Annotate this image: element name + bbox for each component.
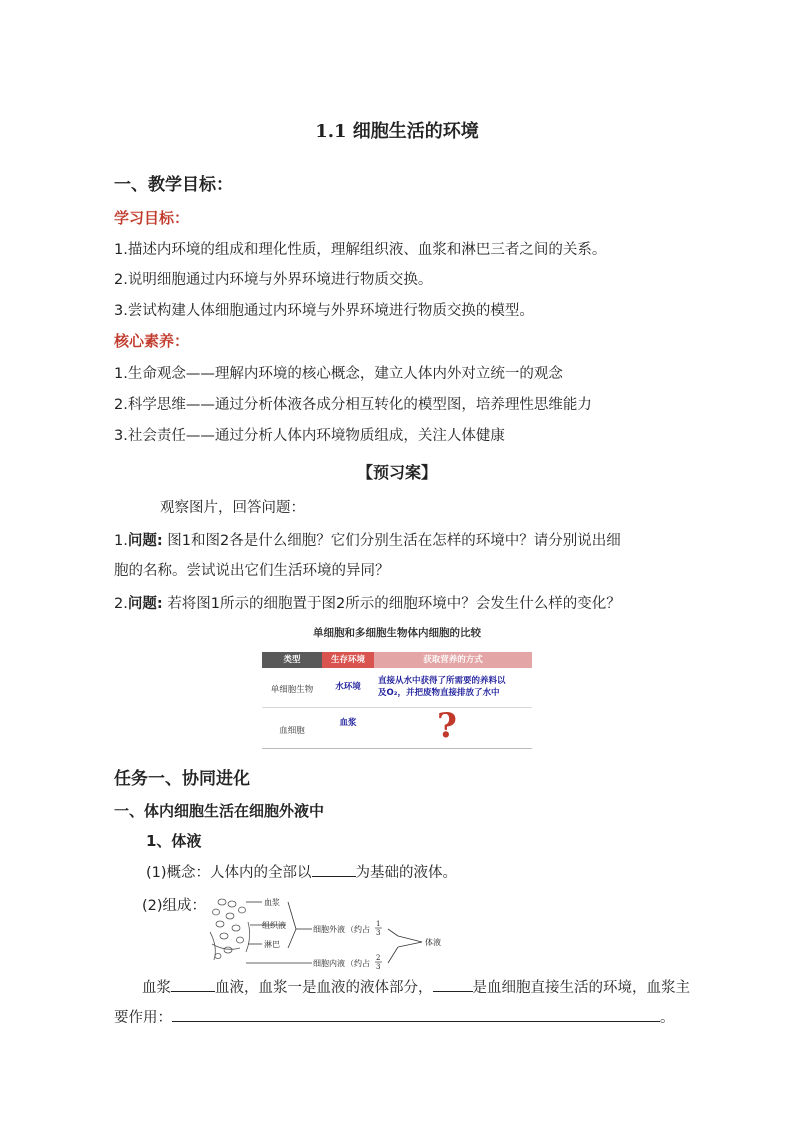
diagram-ecf-denominator: 3 bbox=[376, 929, 381, 937]
q1-num-1: 1 bbox=[181, 533, 191, 549]
learning-goals-label: 学习目标： bbox=[114, 209, 190, 227]
diagram-lymph: 淋巴 bbox=[264, 940, 280, 949]
q2-text-b: 所示的细胞置于图 bbox=[220, 596, 336, 612]
diagram-icf-denominator: 3 bbox=[376, 963, 381, 971]
task-1-heading: 任务一、协同进化 bbox=[114, 769, 250, 789]
question-mark-icon: ? bbox=[437, 706, 457, 746]
learning-goal-2: 2.说明细胞通过内环境与外界环境进行物质交换。 bbox=[114, 272, 433, 288]
para-text-c: 是血细胞直接生活的环境，血浆主 bbox=[472, 980, 690, 996]
q2-text-c: 所示的细胞环境中？会发生什么样的变化？ bbox=[345, 596, 621, 612]
core-item-2: 2.科学思维——通过分析体液各成分相互转化的模型图，培养理性思维能力 bbox=[114, 397, 592, 413]
q1-prefix: 1. bbox=[114, 533, 128, 549]
cell-illustration-icon bbox=[210, 899, 250, 960]
intro-text: 观察图片，回答问题： bbox=[160, 500, 305, 516]
diagram-tissue-fluid: 组织液 bbox=[262, 921, 286, 930]
q2-text-a: 若将图 bbox=[167, 596, 211, 612]
composition-label: (2)组成： bbox=[142, 898, 207, 914]
q1-label: 问题: bbox=[127, 533, 163, 549]
para-blank-2[interactable] bbox=[433, 977, 473, 992]
figure-row-2 bbox=[262, 708, 532, 749]
figure-row-1 bbox=[262, 671, 532, 708]
row1-way-line1: 直接从水中获得了所需要的养料以 bbox=[378, 676, 506, 686]
row1-type: 单细胞生物 bbox=[270, 685, 314, 695]
para-text-a: 血浆 bbox=[142, 980, 171, 996]
question-2 bbox=[114, 592, 621, 613]
diagram-icf-fraction: （约占 bbox=[346, 959, 370, 968]
row1-way-line2: 及O₂，并把废物直接排放了水中 bbox=[378, 688, 500, 698]
para-line2-end: 。 bbox=[660, 1010, 675, 1026]
concept-text-b: 为基础的液体。 bbox=[355, 865, 458, 881]
concept-blank[interactable] bbox=[312, 862, 356, 877]
row2-type: 血细胞 bbox=[279, 726, 305, 736]
question-1 bbox=[114, 529, 621, 550]
figure-title: 单细胞和多细胞生物体内细胞的比较 bbox=[313, 627, 481, 639]
header-type: 类型 bbox=[262, 652, 322, 668]
row1-env: 水环境 bbox=[335, 682, 361, 692]
subsection-1: 一、体内细胞生活在细胞外液中 bbox=[114, 802, 325, 820]
learning-goal-3: 3.尝试构建人体细胞通过内环境与外界环境进行物质交换的模型。 bbox=[114, 303, 534, 319]
q1-text-a: 图 bbox=[167, 533, 182, 549]
header-way: 获取营养的方式 bbox=[374, 652, 532, 668]
q2-num-1: 1 bbox=[210, 596, 220, 612]
diagram-ecf-numerator: 1 bbox=[376, 920, 381, 928]
q2-label: 问题: bbox=[127, 596, 163, 612]
diagram-ecf-fraction: （约占 bbox=[346, 925, 370, 934]
diagram-icf: 细胞内液 bbox=[313, 959, 345, 968]
body-fluid-diagram bbox=[200, 892, 460, 974]
core-literacy-label: 核心素养： bbox=[114, 332, 190, 350]
section-teaching-goals: 一、教学目标： bbox=[114, 175, 233, 195]
learning-goal-1: 1.描述内环境的组成和理化性质，理解组织液、血浆和淋巴三者之间的关系。 bbox=[114, 242, 607, 258]
plasma-paragraph-line2 bbox=[114, 1006, 675, 1027]
diagram-ecf: 细胞外液 bbox=[313, 925, 345, 934]
figure-header-row bbox=[262, 652, 532, 668]
para-blank-1[interactable] bbox=[171, 977, 215, 992]
core-item-1: 1.生命观念——理解内环境的核心概念，建立人体内外对立统一的观念 bbox=[114, 366, 563, 382]
q1-num-2: 2 bbox=[220, 533, 230, 549]
comparison-figure bbox=[262, 625, 532, 749]
diagram-body-fluid: 体液 bbox=[425, 938, 441, 947]
diagram-icf-numerator: 2 bbox=[376, 954, 381, 962]
row2-env: 血浆 bbox=[339, 718, 357, 728]
para-text-b: 血液，血浆一是血液的液体部分， bbox=[215, 980, 433, 996]
q2-prefix: 2. bbox=[114, 596, 128, 612]
para-blank-3[interactable] bbox=[172, 1007, 660, 1022]
question-1-line2: 胞的名称。尝试说出它们生活环境的异同？ bbox=[114, 563, 390, 579]
subsection-1-1: 1、体液 bbox=[146, 832, 202, 850]
q1-text-b: 和图 bbox=[191, 533, 220, 549]
q2-num-2: 2 bbox=[336, 596, 346, 612]
concept-line bbox=[146, 861, 457, 882]
preview-title: 【预习案】 bbox=[356, 463, 437, 482]
concept-text-a: (1)概念：人体内的全部以 bbox=[146, 865, 312, 881]
page-title: 1.1 细胞生活的环境 bbox=[315, 121, 479, 142]
para-line2-text: 要作用： bbox=[114, 1010, 172, 1026]
diagram-plasma: 血浆 bbox=[264, 898, 280, 907]
plasma-paragraph-line1 bbox=[142, 976, 690, 997]
header-env: 生存环境 bbox=[322, 652, 374, 668]
core-item-3: 3.社会责任——通过分析人体内环境物质组成，关注人体健康 bbox=[114, 428, 505, 444]
q1-text-c: 各是什么细胞？它们分别生活在怎样的环境中？请分别说出细 bbox=[229, 533, 621, 549]
